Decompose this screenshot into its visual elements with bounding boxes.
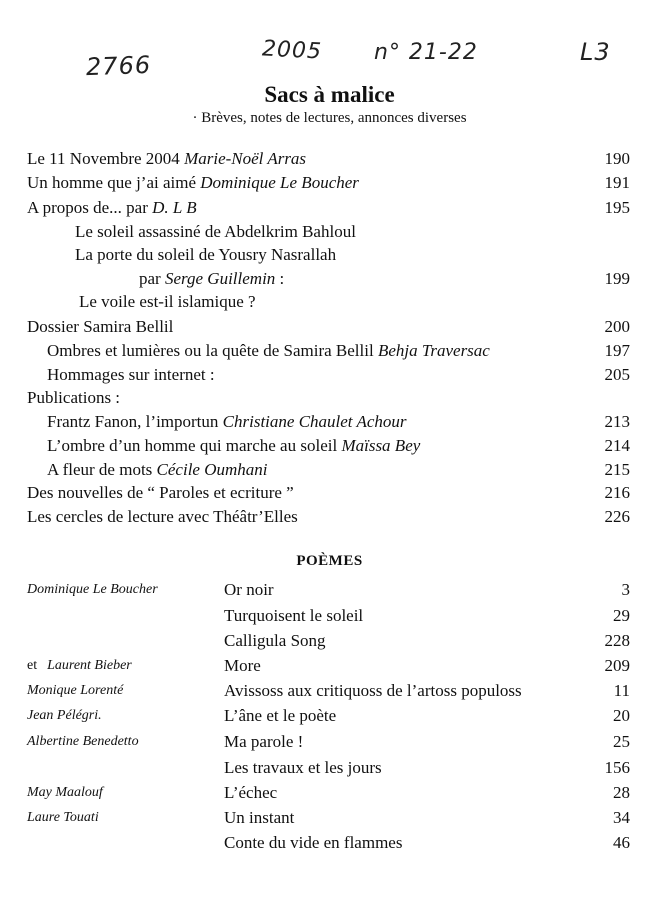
poem-author-name: May Maalouf [27, 785, 103, 800]
poem-author-prefix: et [27, 658, 38, 673]
poem-entry [27, 831, 630, 855]
poem-entry [27, 679, 630, 703]
toc-entry [27, 411, 630, 433]
handwritten-code: L3 [580, 38, 611, 66]
toc-entry-text [27, 197, 197, 219]
toc-entry-text [47, 459, 268, 481]
toc-entry-text [27, 316, 173, 338]
toc-entry [27, 459, 630, 481]
subtitle-text: Brèves, notes de lectures, annonces diverses [201, 110, 467, 126]
toc-entry-text [47, 435, 420, 457]
toc-entry-title: par [139, 269, 161, 288]
poem-entry [27, 756, 630, 780]
toc-entry [27, 387, 630, 409]
poem-author-name: Albertine Benedetto [27, 734, 139, 749]
toc-entry-text [47, 411, 407, 433]
poem-page: 156 [604, 758, 630, 777]
poem-author [27, 654, 132, 678]
toc-entry-title: Un homme que j’ai aimé [27, 173, 197, 192]
toc-entry-title: A propos de... par [27, 198, 148, 217]
toc-entry-text [27, 482, 294, 504]
poem-page: 209 [604, 656, 630, 675]
toc-entry-text [75, 221, 356, 243]
toc-entry-page: 195 [604, 198, 630, 217]
poem-title: Ma parole ! [224, 732, 304, 751]
toc-entry-title: Ombres et lumières ou la quête de Samira Bellil [47, 341, 374, 360]
toc-entry-page: 197 [604, 341, 630, 360]
toc-entry-page: 199 [604, 269, 630, 288]
toc-entry-text [47, 340, 490, 362]
poem-entry [27, 604, 630, 628]
poem-title: Un instant [224, 808, 295, 827]
poem-title: Les travaux et les jours [224, 758, 382, 777]
toc-entry [27, 482, 630, 504]
toc-entry-author: Christiane Chaulet Achour [222, 412, 407, 431]
handwritten-issue: n° 21-22 [374, 40, 478, 65]
poem-page: 3 [621, 580, 630, 599]
poem-entry [27, 578, 630, 602]
poem-page: 29 [613, 606, 630, 625]
toc-entry-author: Serge Guillemin [164, 269, 276, 288]
toc-entry [27, 268, 630, 290]
poem-title: Calligula Song [224, 631, 326, 650]
poem-title: L’âne et le poète [224, 706, 337, 725]
toc-entry-title: La porte du soleil de Yousry Nasrallah [75, 245, 337, 264]
toc-entry-title: Le voile est-il islamique ? [79, 292, 256, 311]
poem-author-name: Dominique Le Boucher [27, 582, 158, 597]
toc-entry-title: Publications : [27, 388, 121, 407]
toc-entry-text [27, 387, 120, 409]
page-subtitle [0, 110, 659, 127]
poem-title: L’échec [224, 783, 278, 802]
toc-entry-text [27, 506, 298, 528]
page-title: Sacs à malice [264, 82, 395, 107]
toc-entry [27, 291, 630, 313]
toc-entry [27, 340, 630, 362]
poem-author-name: Laure Touati [27, 810, 99, 825]
poem-title: More [224, 656, 261, 675]
poem-title: Turquoisent le soleil [224, 606, 364, 625]
toc-entry-author: Maïssa Bey [341, 436, 421, 455]
poem-entry [27, 730, 630, 754]
toc-entry-text [27, 148, 306, 170]
toc-entry-page: 190 [604, 149, 630, 168]
toc-entry-page: 205 [604, 365, 630, 384]
poem-author-name: Laurent Bieber [47, 658, 132, 673]
toc-entry-page: 214 [604, 436, 630, 455]
toc-entry [27, 364, 630, 386]
toc-entry-author: Marie-Noël Arras [184, 149, 307, 168]
poem-page: 228 [604, 631, 630, 650]
handwritten-year: 2005 [261, 36, 323, 65]
toc-entry-title: Frantz Fanon, l’importun [47, 412, 219, 431]
poem-page: 28 [613, 783, 630, 802]
toc-entry-suffix: : [275, 269, 285, 288]
poem-author [27, 578, 158, 602]
toc-entry-page: 215 [604, 460, 630, 479]
toc-entry-title: A fleur de mots [47, 460, 153, 479]
toc-entry-page: 213 [604, 412, 630, 431]
toc-entry-title: Hommages sur internet : [47, 365, 215, 384]
toc-entry-page: 200 [604, 317, 630, 336]
poem-author [27, 806, 99, 830]
toc-entry-title: Les cercles de lecture avec Théâtr’Elles [27, 507, 298, 526]
handwritten-number: 2766 [85, 50, 152, 82]
toc-entry [27, 244, 630, 266]
toc-entry [27, 221, 630, 243]
poem-title: Conte du vide en flammes [224, 833, 403, 852]
toc-entry-author: Cécile Oumhani [156, 460, 268, 479]
toc-entry-text [75, 244, 336, 266]
toc-entry [27, 172, 630, 194]
poem-author-name: Monique Lorenté [27, 683, 124, 698]
toc-entry [27, 435, 630, 457]
poems-heading: POÈMES [296, 553, 363, 569]
subtitle-bullet: · [192, 110, 202, 126]
poem-entry [27, 781, 630, 805]
poem-author-name: Jean Pélégri. [27, 708, 102, 723]
toc-entry-page: 226 [604, 507, 630, 526]
toc-entry-text [139, 268, 284, 290]
toc-entry-text [47, 364, 215, 386]
poem-page: 20 [613, 706, 630, 725]
poem-author [27, 781, 103, 805]
poem-page: 46 [613, 833, 630, 852]
poem-page: 25 [613, 732, 630, 751]
toc-entry [27, 148, 630, 170]
poem-title: Or noir [224, 580, 274, 599]
poem-entry [27, 704, 630, 728]
poem-entry [27, 629, 630, 653]
toc-entry-title: Le 11 Novembre 2004 [27, 149, 180, 168]
poem-title: Avissoss aux critiquoss de l’artoss populoss [224, 681, 522, 700]
poem-author [27, 704, 102, 728]
toc-entry-author: Dominique Le Boucher [200, 173, 359, 192]
toc-entry-author: D. L B [152, 198, 197, 217]
toc-entry [27, 506, 630, 528]
toc-entry-title: L’ombre d’un homme qui marche au soleil [47, 436, 338, 455]
toc-entry-page: 216 [604, 483, 630, 502]
toc-entry-title: Dossier Samira Bellil [27, 317, 174, 336]
toc-entry-author: Behja Traversac [377, 341, 490, 360]
poem-page: 34 [613, 808, 630, 827]
toc-entry-page: 191 [604, 173, 630, 192]
toc-entry-text [79, 291, 256, 313]
toc-entry-title: Des nouvelles de “ Paroles et ecriture ” [27, 483, 294, 502]
poem-author [27, 730, 139, 754]
toc-entry-title: Le soleil assassiné de Abdelkrim Bahloul [75, 222, 356, 241]
toc-entry [27, 197, 630, 219]
poem-page: 11 [613, 681, 630, 700]
toc-entry-text [27, 172, 359, 194]
poem-author [27, 679, 123, 703]
poem-entry [27, 654, 630, 678]
toc-entry [27, 316, 630, 338]
poem-entry [27, 806, 630, 830]
